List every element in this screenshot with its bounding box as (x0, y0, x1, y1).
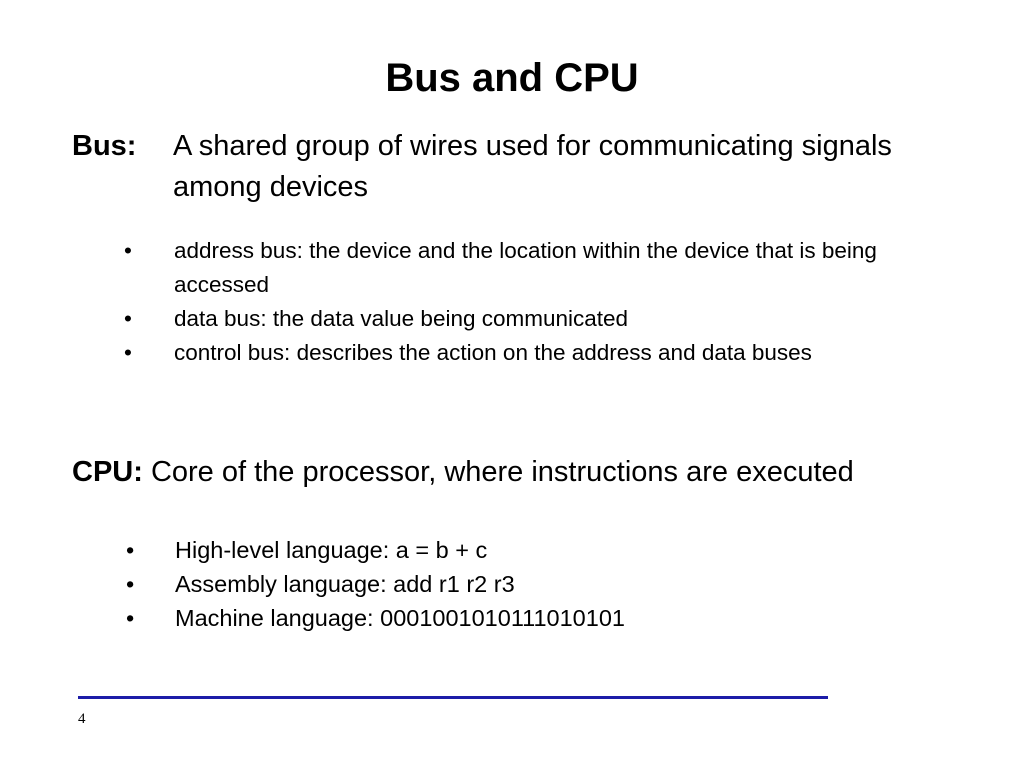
bus-term-label: Bus: (72, 130, 137, 162)
list-item (126, 601, 935, 635)
cpu-definition (72, 452, 1012, 493)
cpu-term-label: CPU: (72, 456, 143, 488)
bullet-text-assembly: Assembly language: add r1 r2 r3 (175, 571, 515, 597)
list-item (124, 234, 934, 302)
bus-definition-text: A shared group of wires used for communicating signals among devices (173, 130, 892, 203)
bullet-text-machine: Machine language: 0001001010111010101 (175, 605, 625, 631)
list-item (126, 567, 935, 601)
bullet-text-control-bus: control bus: describes the action on the address and data buses (174, 340, 812, 365)
bullet-icon: • (126, 537, 135, 563)
bullet-text-address-bus: address bus: the device and the location within the device that is being accessed (174, 238, 877, 297)
footer-divider (78, 696, 828, 699)
bus-bullet-list (124, 234, 934, 370)
list-item (124, 336, 934, 370)
bullet-icon: • (124, 238, 132, 263)
bullet-text-data-bus: data bus: the data value being communicated (174, 306, 629, 331)
bullet-icon: • (124, 306, 132, 331)
bullet-icon: • (124, 340, 132, 365)
list-item (124, 302, 934, 336)
list-item (126, 533, 935, 567)
slide-title: Bus and CPU (385, 56, 639, 100)
bullet-icon: • (126, 605, 135, 631)
bullet-icon: • (126, 571, 135, 597)
bullet-text-high-level: High-level language: a = b + c (175, 537, 488, 563)
cpu-bullet-list (126, 533, 935, 635)
page-number: 4 (78, 711, 86, 727)
cpu-definition-text: Core of the processor, where instructions are executed (150, 456, 854, 488)
